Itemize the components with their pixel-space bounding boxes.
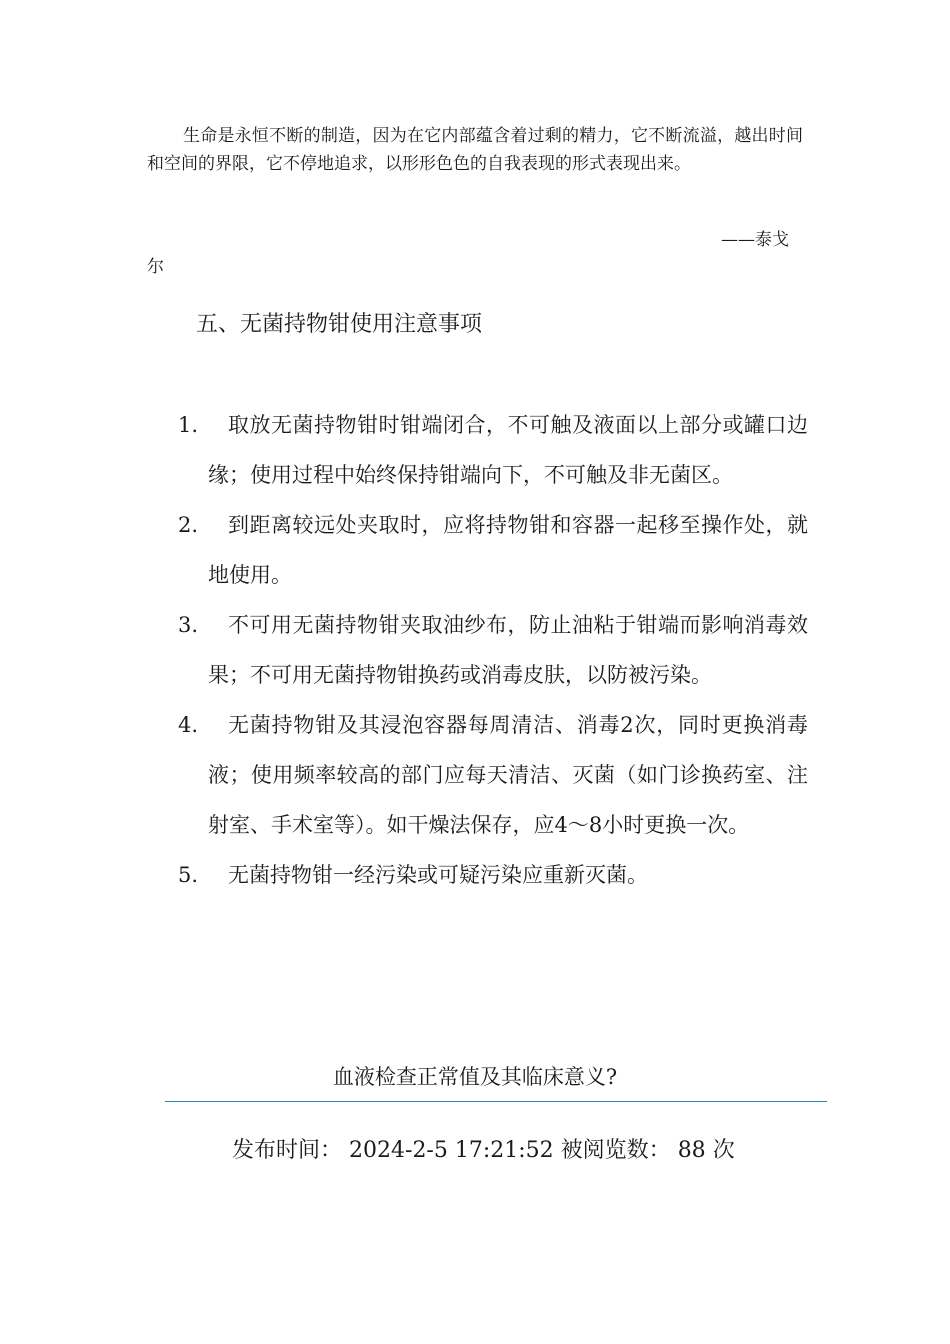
list-item-number: 5. <box>178 863 199 887</box>
precautions-list <box>178 400 808 900</box>
list-item-text: 不可用无菌持物钳夹取油纱布，防止油粘于钳端而影响消毒效果；不可用无菌持物钳换药或消毒皮肤，以防被污染。 <box>208 613 808 687</box>
views-value: 88 <box>677 1138 706 1163</box>
views-unit: 次 <box>712 1138 735 1163</box>
list-item-number: 2. <box>178 513 199 537</box>
list-item <box>178 400 808 500</box>
published-label: 发布时间： <box>232 1138 343 1163</box>
list-item-text: 无菌持物钳及其浸泡容器每周清洁、消毒2次，同时更换消毒液；使用频率较高的部门应每天清洁、灭菌（如门诊换药室、注射室、手术室等）。如干燥法保存，应4～8小时更换一次。 <box>208 713 808 837</box>
article-title: 血液检查正常值及其临床意义? <box>332 1065 618 1089</box>
published-value: 2024-2-5 17:21:52 <box>349 1138 554 1163</box>
list-item <box>178 850 808 900</box>
list-item-number: 4. <box>178 713 199 737</box>
list-item <box>178 600 808 700</box>
list-item-number: 3. <box>178 613 199 637</box>
title-divider <box>165 1101 827 1102</box>
list-item-number: 1. <box>178 413 199 437</box>
quote-paragraph: 生命是永恒不断的制造，因为在它内部蕴含着过剩的精力，它不断流溢，越出时间和空间的界限，它不停地追求，以形形色色的自我表现的形式表现出来。 <box>147 126 803 174</box>
quote-attribution: ——泰戈 <box>721 230 789 250</box>
list-item-text: 到距离较远处夹取时，应将持物钳和容器一起移至操作处，就地使用。 <box>208 513 808 587</box>
quote-attribution-tail: 尔 <box>147 257 164 277</box>
article-meta <box>232 1134 735 1168</box>
list-item-text: 取放无菌持物钳时钳端闭合，不可触及液面以上部分或罐口边缘；使用过程中始终保持钳端向下，不可触及非无菌区。 <box>208 413 808 487</box>
list-item-text: 无菌持物钳一经污染或可疑污染应重新灭菌。 <box>228 863 648 887</box>
views-label: 被阅览数： <box>560 1138 671 1163</box>
list-item <box>178 700 808 850</box>
section-heading: 五、无菌持物钳使用注意事项 <box>196 312 483 337</box>
list-item <box>178 500 808 600</box>
